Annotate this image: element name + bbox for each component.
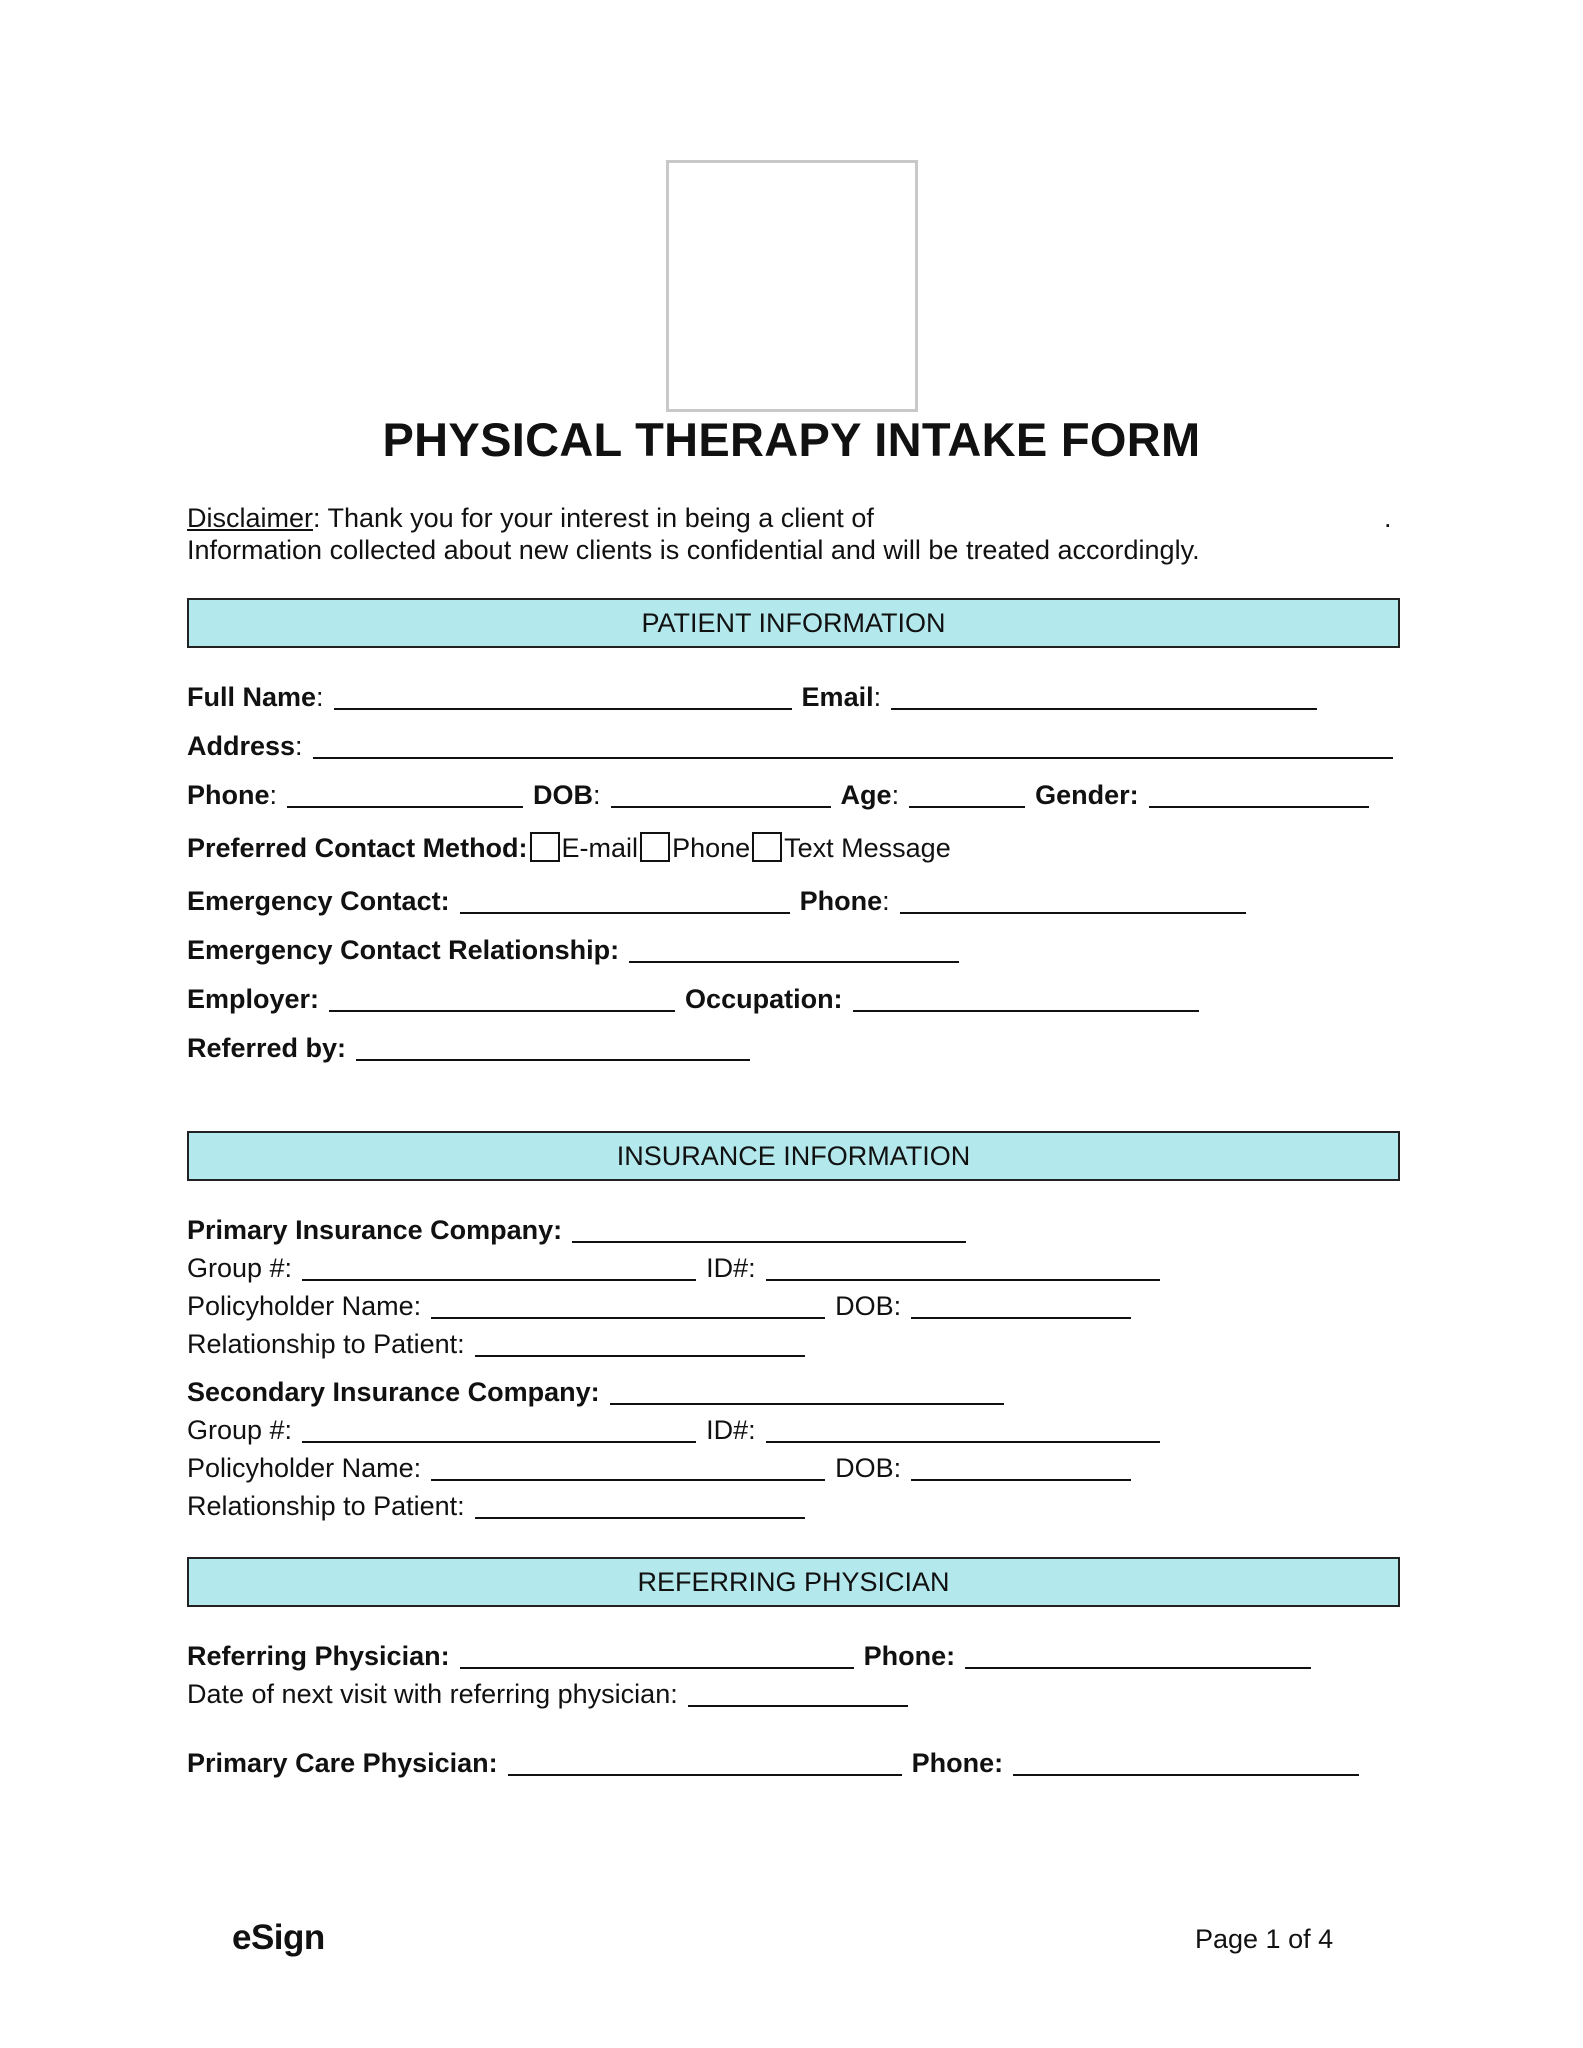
row-address — [187, 729, 1403, 763]
primary-care-phone-field[interactable] — [1013, 1748, 1359, 1776]
emergency-contact-field[interactable] — [460, 886, 790, 914]
emergency-phone-label: Phone — [799, 886, 883, 916]
disclaimer-text-1: : Thank you for your interest in being a client of — [313, 503, 874, 533]
secondary-policyholder-label: Policyholder Name: — [187, 1453, 422, 1483]
full-name-field[interactable] — [334, 682, 792, 710]
colon: : — [593, 780, 601, 810]
primary-policyholder-dob-field[interactable] — [911, 1291, 1131, 1319]
form-title: PHYSICAL THERAPY INTAKE FORM — [382, 413, 1201, 466]
row-employer-occupation — [187, 982, 1209, 1016]
secondary-group-label: Group #: — [187, 1415, 293, 1445]
esign-logo: eSign — [232, 1918, 325, 1957]
email-checkbox[interactable] — [530, 832, 560, 862]
primary-insurance-label: Primary Insurance Company: — [187, 1215, 563, 1245]
primary-policyholder-label: Policyholder Name: — [187, 1291, 422, 1321]
section-referring-physician: REFERRING PHYSICIAN — [187, 1557, 1400, 1607]
primary-policyholder-field[interactable] — [431, 1291, 825, 1319]
primary-id-label: ID#: — [706, 1253, 756, 1283]
colon: : — [295, 731, 303, 761]
next-visit-label: Date of next visit with referring physician: — [187, 1679, 678, 1709]
emergency-phone-field[interactable] — [900, 886, 1246, 914]
full-name-label: Full Name — [187, 682, 317, 712]
secondary-policyholder-field[interactable] — [431, 1453, 825, 1481]
phone-field[interactable] — [287, 780, 523, 808]
row-secondary-insurance — [187, 1375, 1014, 1409]
primary-group-label: Group #: — [187, 1253, 293, 1283]
address-field[interactable] — [313, 731, 1393, 759]
page-number: Page 1 of 4 — [1195, 1924, 1334, 1954]
row-primary-relationship — [187, 1327, 815, 1361]
row-referring-physician — [187, 1639, 1321, 1673]
row-secondary-group-id — [187, 1413, 1170, 1447]
option-email[interactable] — [528, 831, 639, 865]
referring-phone-label: Phone: — [863, 1641, 956, 1671]
option-phone[interactable] — [638, 831, 750, 865]
primary-care-field[interactable] — [508, 1748, 902, 1776]
occupation-label: Occupation: — [685, 984, 843, 1014]
primary-policyholder-dob-label: DOB: — [835, 1291, 902, 1321]
primary-care-label: Primary Care Physician: — [187, 1748, 498, 1778]
colon: : — [882, 886, 890, 916]
logo-placeholder[interactable] — [666, 160, 918, 412]
disclaimer-period: . — [1384, 503, 1392, 533]
address-label: Address — [187, 731, 296, 761]
referring-physician-field[interactable] — [460, 1641, 854, 1669]
colon: : — [891, 780, 900, 810]
row-referred-by — [187, 1031, 760, 1065]
row-secondary-relationship — [187, 1489, 815, 1523]
primary-relationship-field[interactable] — [475, 1329, 805, 1357]
primary-insurance-field[interactable] — [572, 1215, 966, 1243]
disclaimer — [187, 502, 1397, 566]
secondary-insurance-field[interactable] — [610, 1377, 1004, 1405]
disclaimer-label: Disclaimer — [187, 503, 314, 533]
gender-label: Gender: — [1035, 780, 1139, 810]
text-message-checkbox[interactable] — [752, 832, 782, 862]
emergency-contact-label: Emergency Contact: — [187, 886, 450, 916]
row-contact-method — [187, 831, 951, 865]
dob-field[interactable] — [611, 780, 831, 808]
age-label: Age — [840, 780, 892, 810]
colon: : — [873, 682, 882, 712]
section-patient-information: PATIENT INFORMATION — [187, 598, 1400, 648]
phone-checkbox[interactable] — [640, 832, 670, 862]
disclaimer-text-2: Information collected about new clients is confidential and will be treated accordingly. — [187, 535, 1200, 565]
email-label: Email — [801, 682, 874, 712]
secondary-relationship-label: Relationship to Patient: — [187, 1491, 465, 1521]
row-primary-group-id — [187, 1251, 1170, 1285]
primary-care-phone-label: Phone: — [911, 1748, 1004, 1778]
row-primary-insurance — [187, 1213, 976, 1247]
colon: : — [316, 682, 324, 712]
secondary-group-field[interactable] — [302, 1415, 696, 1443]
primary-group-field[interactable] — [302, 1253, 696, 1281]
row-name-email — [187, 680, 1327, 714]
dob-label: DOB — [533, 780, 594, 810]
phone-label: Phone — [187, 780, 270, 810]
contact-method-label: Preferred Contact Method: — [187, 833, 528, 863]
row-secondary-policyholder — [187, 1451, 1141, 1485]
email-field[interactable] — [891, 682, 1317, 710]
primary-id-field[interactable] — [766, 1253, 1160, 1281]
row-phone-dob-age-gender — [187, 778, 1379, 812]
secondary-relationship-field[interactable] — [475, 1491, 805, 1519]
secondary-id-field[interactable] — [766, 1415, 1160, 1443]
secondary-insurance-label: Secondary Insurance Company: — [187, 1377, 600, 1407]
referring-physician-label: Referring Physician: — [187, 1641, 450, 1671]
gender-field[interactable] — [1149, 780, 1369, 808]
row-primary-care — [187, 1746, 1369, 1780]
secondary-policyholder-dob-field[interactable] — [911, 1453, 1131, 1481]
occupation-field[interactable] — [853, 984, 1199, 1012]
referred-by-field[interactable] — [356, 1033, 750, 1061]
referred-by-label: Referred by: — [187, 1033, 347, 1063]
referring-phone-field[interactable] — [965, 1641, 1311, 1669]
option-email-label: E-mail — [561, 833, 639, 863]
employer-field[interactable] — [329, 984, 675, 1012]
row-primary-policyholder — [187, 1289, 1141, 1323]
row-next-visit — [187, 1677, 918, 1711]
emergency-relationship-label: Emergency Contact Relationship: — [187, 935, 620, 965]
option-phone-label: Phone — [672, 833, 751, 863]
next-visit-field[interactable] — [688, 1679, 908, 1707]
age-field[interactable] — [909, 780, 1025, 808]
colon: : — [269, 780, 278, 810]
option-text[interactable] — [750, 831, 951, 865]
secondary-policyholder-dob-label: DOB: — [835, 1453, 902, 1483]
primary-relationship-label: Relationship to Patient: — [187, 1329, 465, 1359]
option-text-label: Text Message — [784, 833, 951, 863]
row-emergency-relationship — [187, 933, 969, 967]
secondary-id-label: ID#: — [706, 1415, 756, 1445]
emergency-relationship-field[interactable] — [629, 935, 959, 963]
employer-label: Employer: — [187, 984, 320, 1014]
section-insurance-information: INSURANCE INFORMATION — [187, 1131, 1400, 1181]
row-emergency-contact — [187, 884, 1256, 918]
